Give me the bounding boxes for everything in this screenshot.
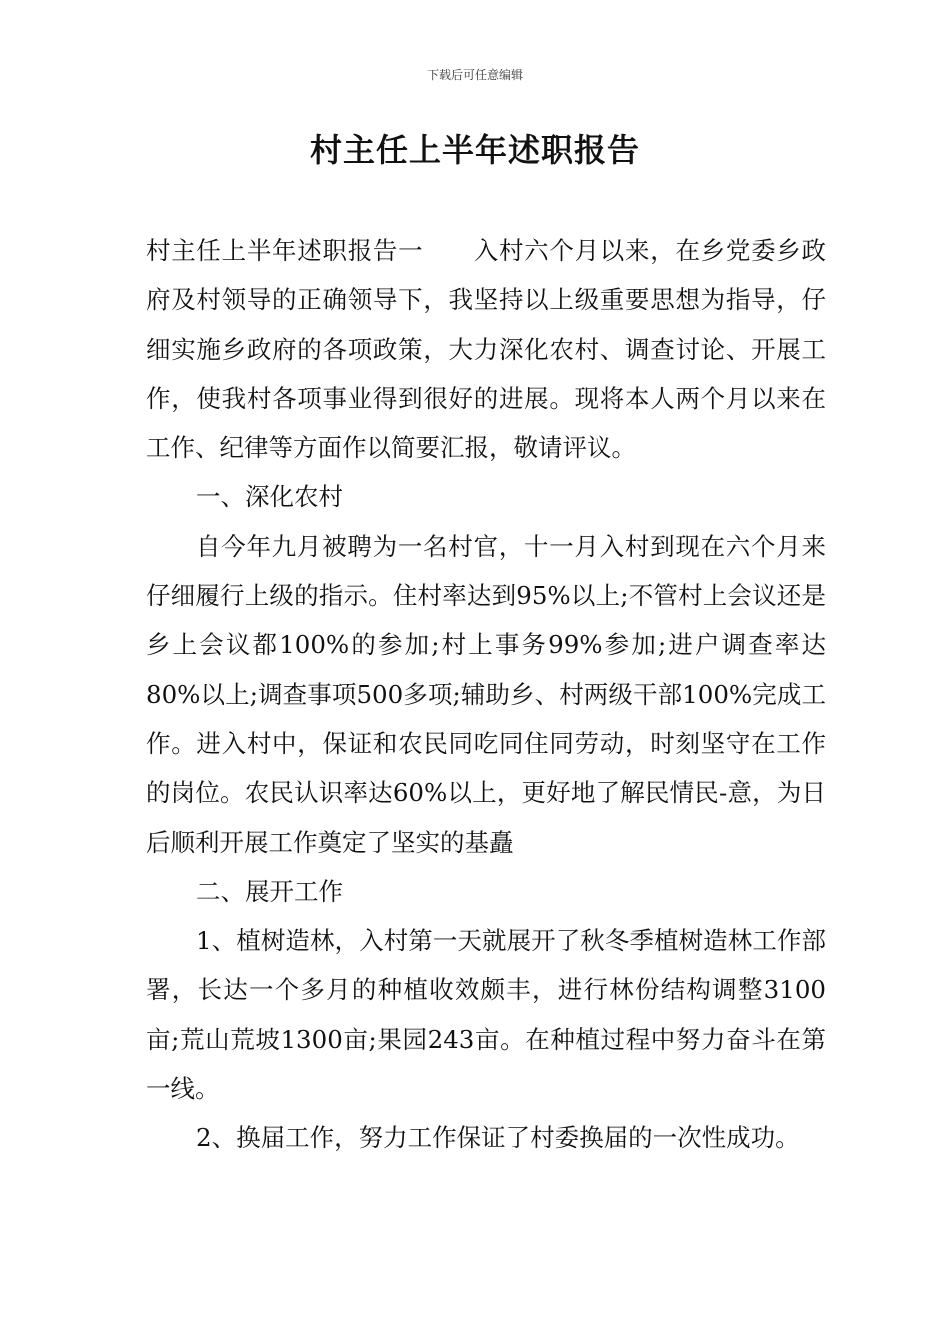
section-heading-2: 二、展开工作 (196, 876, 343, 906)
section-2-item-1: 1、植树造林，入村第一天就展开了秋冬季植树造林工作部署，长达一个多月的种植收效颇丰，进行林份结构调整3100亩;荒山荒坡1300亩;果园243亩。在种植过程中努力奋斗在第一线。 (146, 926, 826, 1104)
section-heading-1: 一、深化农村 (196, 482, 343, 512)
section-1-paragraph: 自今年九月被聘为一名村官，十一月入村到现在六个月来仔细履行上级的指示。住村率达到95%以上;不管村上会议还是乡上会议都100%的参加;村上事务99%参加;进户调查率达80%以上;调查事项500多项;辅助乡、村两级干部100%完成工作。进入村中，保证和农民同吃同住同劳动，时刻坚守在工作的岗位。农民认识率达60%以上，更好地了解民情民-意，为日后顺利开展工作奠定了坚实的基矗 (146, 531, 826, 857)
document-body (146, 226, 826, 1163)
header-note: 下载后可任意编辑 (426, 68, 523, 82)
section-2-item-2: 2、换届工作，努力工作保证了村委换届的一次性成功。 (196, 1123, 800, 1153)
intro-paragraph: 村主任上半年述职报告一 入村六个月以来，在乡党委乡政府及村领导的正确领导下，我坚持以上级重要思想为指导，仔细实施乡政府的各项政策，大力深化农村、调查讨论、开展工作，使我村各项事业得到很好的进展。现将本人两个月以来在工作、纪律等方面作以简要汇报，敬请评议。 (146, 236, 826, 463)
document-title: 村主任上半年述职报告 (309, 131, 640, 169)
